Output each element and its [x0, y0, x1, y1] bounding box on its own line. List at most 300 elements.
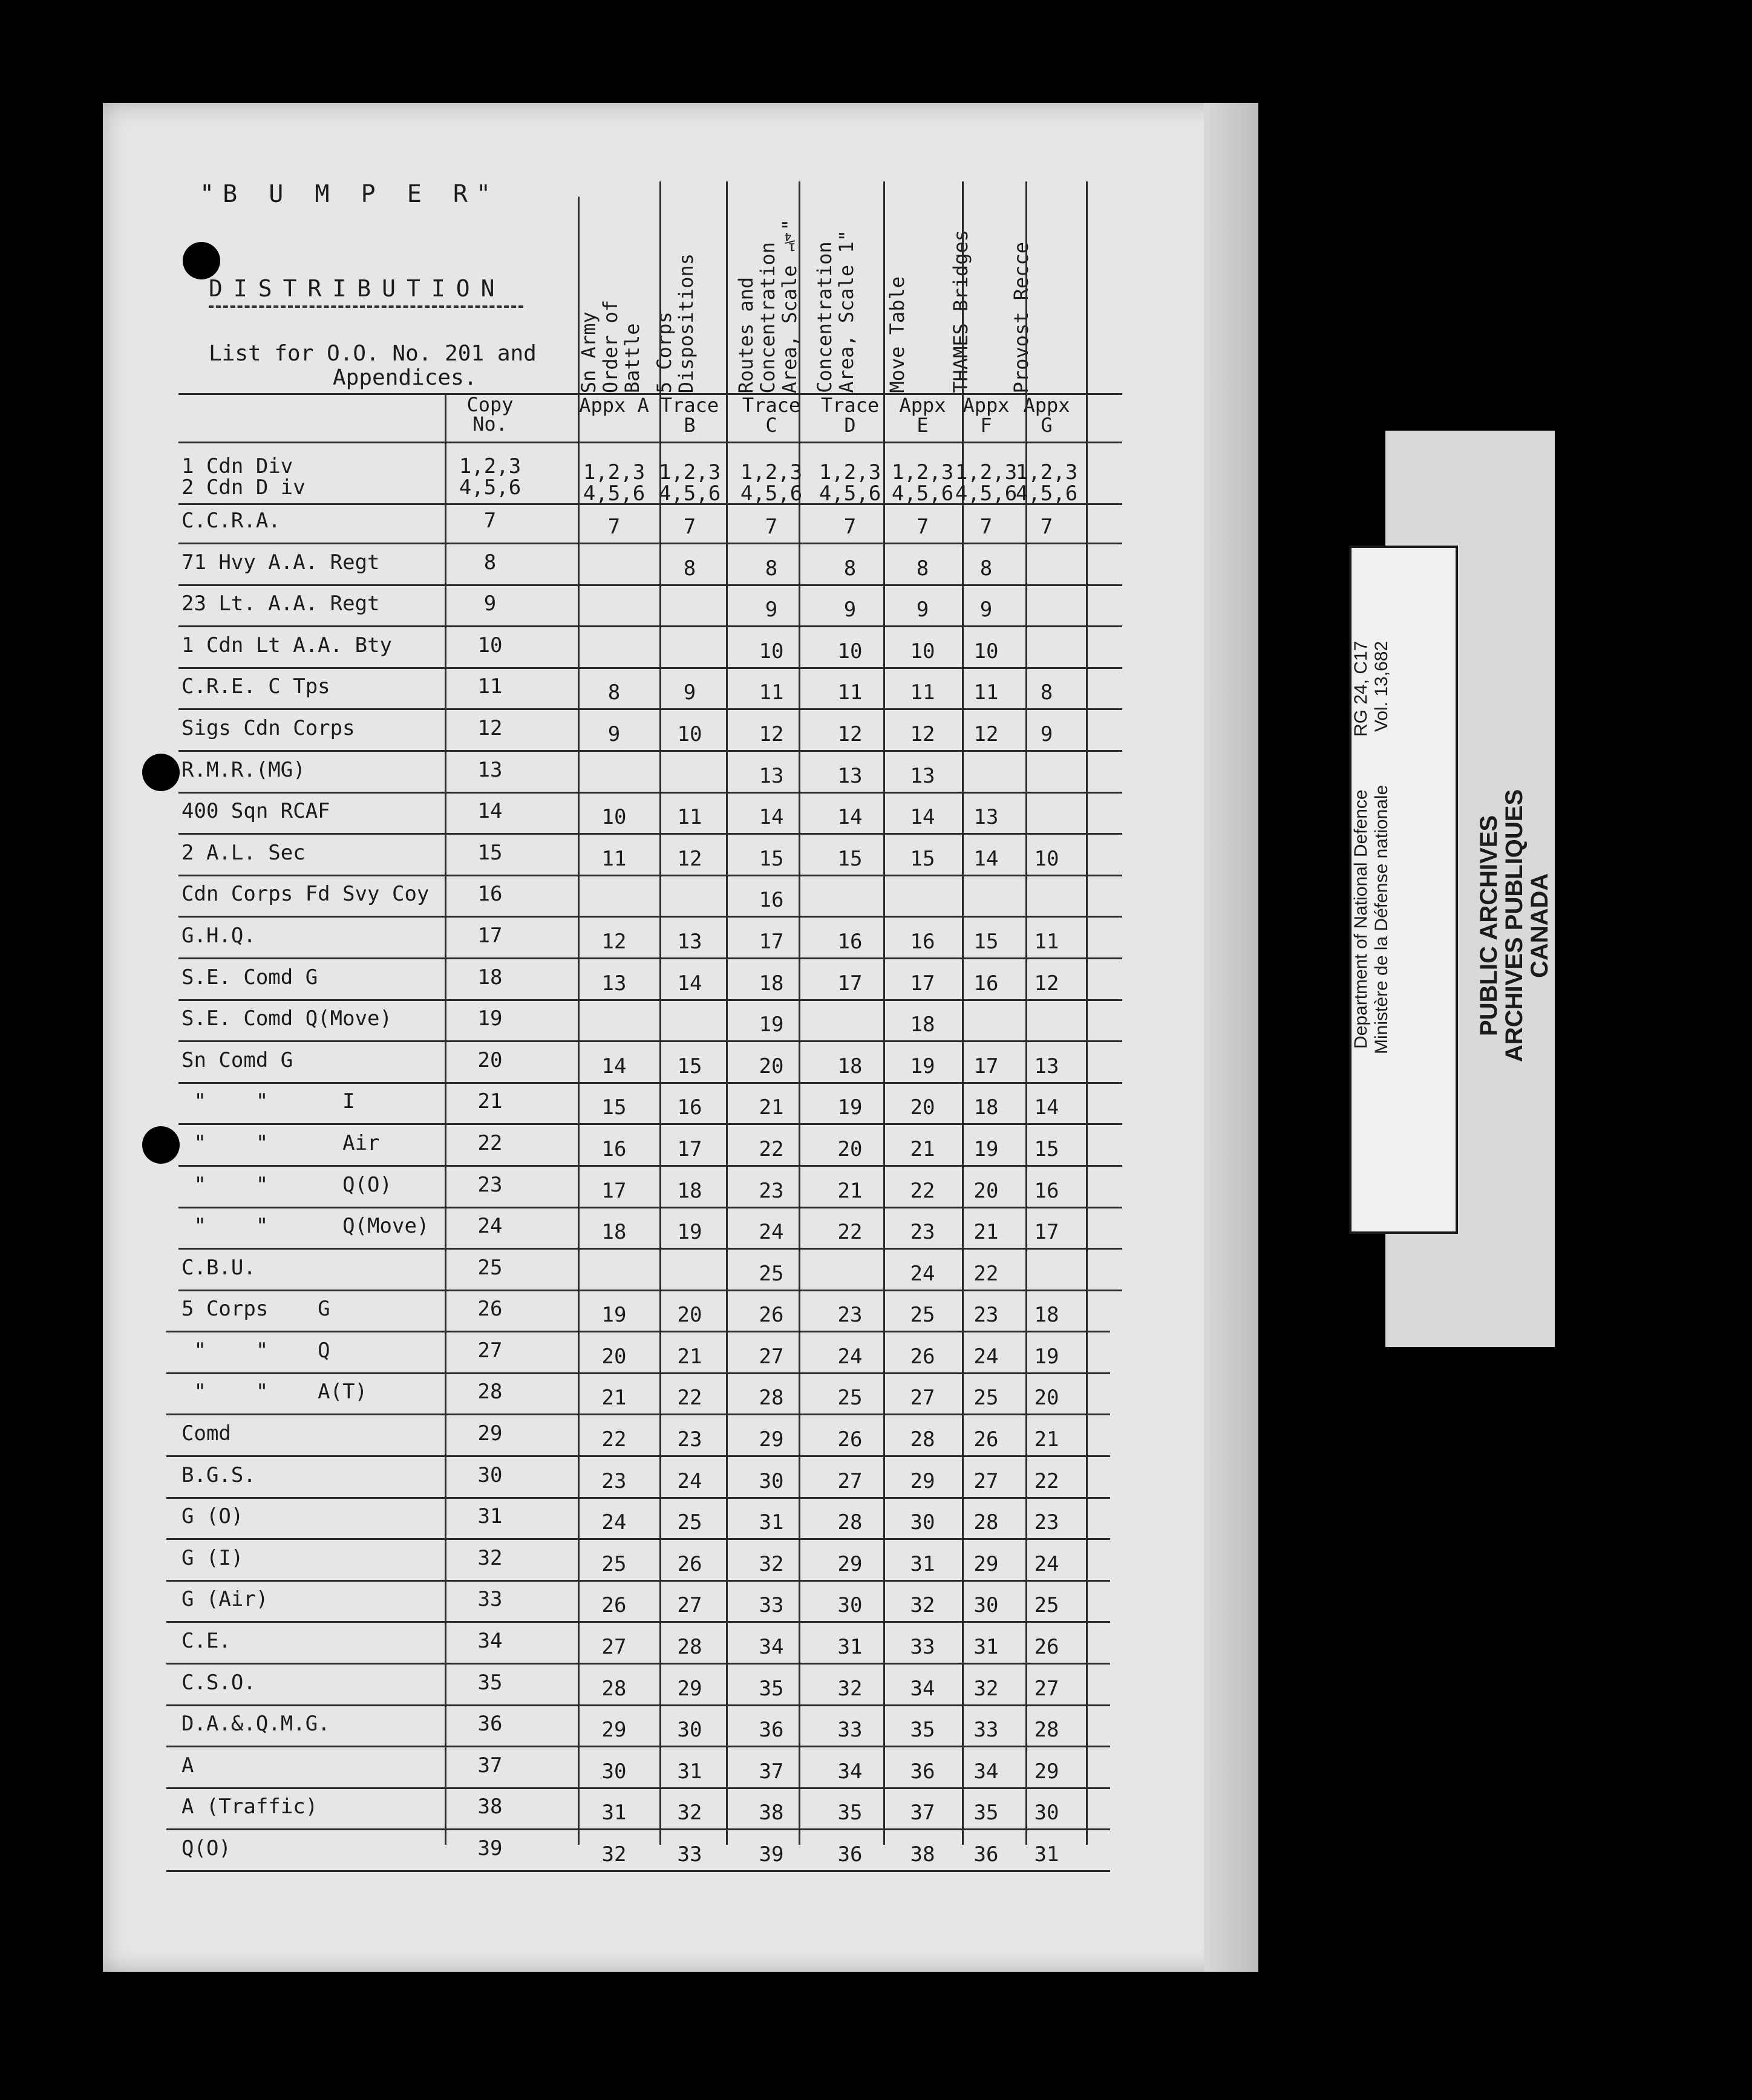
- column-subtitle: Appx: [1023, 394, 1070, 417]
- table-cell: 17: [759, 929, 784, 954]
- row-label: " " Q(Move): [181, 1214, 430, 1239]
- table-cell: 24: [1034, 1551, 1059, 1576]
- table-cell: 17: [677, 1136, 702, 1161]
- table-cell: 29: [1034, 1759, 1059, 1784]
- row-rule: [178, 750, 1122, 752]
- table-cell: 28: [677, 1635, 702, 1660]
- table-cell: 30: [759, 1469, 784, 1493]
- row-rule: [178, 1248, 1122, 1250]
- column-title: Sn Army Order of Battle: [577, 299, 644, 393]
- row-rule: [178, 1040, 1122, 1042]
- table-cell: 32: [677, 1801, 702, 1825]
- copy-number: 37: [477, 1753, 503, 1778]
- table-cell: 17: [910, 971, 935, 996]
- archive-reference: [1351, 641, 1453, 895]
- table-cell: 17: [973, 1054, 999, 1078]
- row-label: " " Q: [181, 1338, 330, 1363]
- table-cell: 9: [607, 722, 621, 746]
- row-rule: [178, 584, 1122, 586]
- row-rule: [166, 1746, 1110, 1747]
- table-cell: 34: [837, 1759, 863, 1784]
- table-cell: 36: [910, 1759, 935, 1784]
- column-subtitle: Appx: [963, 394, 1010, 417]
- table-cell: 30: [973, 1593, 999, 1618]
- table-cell: 8: [843, 556, 857, 581]
- table-cell: 14: [973, 846, 999, 871]
- copy-number: 29: [477, 1421, 503, 1446]
- archive-stamp-line2: ARCHIVES PUBLIQUES: [1501, 789, 1528, 1062]
- row-label: G (I): [181, 1545, 244, 1570]
- table-cell: 11: [759, 680, 784, 705]
- table-cell: 26: [677, 1551, 702, 1576]
- copy-number: 11: [477, 674, 503, 699]
- dept-french: Ministère de la Défense nationale: [1371, 784, 1391, 1054]
- table-cell: 8: [979, 556, 993, 581]
- table-cell: 9: [683, 680, 696, 705]
- copy-number: 25: [477, 1255, 503, 1280]
- table-cell: 29: [910, 1469, 935, 1493]
- table-cell: 25: [677, 1510, 702, 1535]
- table-cell: 25: [759, 1261, 784, 1286]
- table-cell: 21: [837, 1178, 863, 1203]
- row-rule: [178, 792, 1122, 794]
- row-rule: [166, 1704, 1110, 1706]
- copy-number: 34: [477, 1629, 503, 1654]
- row-label: 2 Cdn D iv: [181, 475, 306, 500]
- table-cell: 24: [973, 1344, 999, 1369]
- row-label: G.H.Q.: [181, 923, 256, 948]
- table-cell: 23: [910, 1220, 935, 1245]
- table-cell: 11: [1034, 929, 1059, 954]
- table-cell: 26: [1034, 1635, 1059, 1660]
- table-cell: 17: [601, 1178, 627, 1203]
- copy-number: 33: [477, 1587, 503, 1612]
- column-subtitle: Trace: [660, 394, 719, 417]
- row-rule: [178, 1165, 1122, 1167]
- row-label: " " A(T): [181, 1380, 368, 1404]
- table-cell: 37: [759, 1759, 784, 1784]
- table-cell: 9: [1040, 722, 1053, 746]
- table-cell: 11: [973, 680, 999, 705]
- copy-header: Copy: [466, 393, 514, 416]
- table-cell: 24: [677, 1469, 702, 1493]
- table-cell: 1,2,3: [740, 460, 803, 484]
- row-rule: [178, 833, 1122, 835]
- sheet-edge: [1204, 103, 1258, 1972]
- table-cell: 25: [910, 1303, 935, 1328]
- copy-number: 30: [477, 1462, 503, 1487]
- table-cell: 12: [759, 722, 784, 746]
- table-cell: 10: [837, 639, 863, 664]
- table-cell: 16: [973, 971, 999, 996]
- table-cell: 14: [601, 1054, 627, 1078]
- table-cell: 7: [765, 515, 778, 539]
- copy-header: No.: [472, 412, 508, 435]
- table-cell: 20: [677, 1303, 702, 1328]
- archive-stamp-line3: CANADA: [1526, 873, 1553, 978]
- table-cell: 19: [910, 1054, 935, 1078]
- column-subtitle-letter: C: [765, 414, 777, 437]
- table-cell: 12: [837, 722, 863, 746]
- table-cell: 27: [677, 1593, 702, 1618]
- column-title: Move Table: [886, 276, 909, 393]
- table-cell: 32: [973, 1676, 999, 1701]
- column-title: Concentration Area, Scale 1": [813, 230, 858, 393]
- copy-number: 8: [483, 550, 497, 575]
- copy-number: 31: [477, 1504, 503, 1529]
- copy-number: 38: [477, 1795, 503, 1819]
- table-cell: 7: [843, 515, 857, 539]
- table-cell: 8: [1040, 680, 1053, 705]
- table-cell: 4,5,6: [1015, 481, 1078, 506]
- table-cell: 29: [973, 1551, 999, 1576]
- copy-number: 26: [477, 1297, 503, 1322]
- table-cell: 7: [683, 515, 696, 539]
- table-cell: 23: [677, 1427, 702, 1452]
- row-label: S.E. Comd G: [181, 965, 318, 990]
- copy-number: 4,5,6: [459, 475, 521, 500]
- row-label: B.G.S.: [181, 1462, 256, 1487]
- archive-stamp-line1: PUBLIC ARCHIVES: [1476, 815, 1502, 1036]
- table-cell: 32: [837, 1676, 863, 1701]
- row-rule: [178, 1082, 1122, 1084]
- table-cell: 15: [677, 1054, 702, 1078]
- table-cell: 11: [910, 680, 935, 705]
- table-cell: 4,5,6: [955, 481, 1018, 506]
- row-rule: [178, 708, 1122, 710]
- table-cell: 12: [910, 722, 935, 746]
- row-label: " " Q(O): [181, 1172, 392, 1197]
- row-rule: [178, 1207, 1122, 1208]
- table-cell: 35: [759, 1676, 784, 1701]
- copy-number: 32: [477, 1545, 503, 1570]
- copy-number: 27: [477, 1338, 503, 1363]
- table-cell: 7: [607, 515, 621, 539]
- table-cell: 14: [1034, 1095, 1059, 1120]
- table-cell: 22: [910, 1178, 935, 1203]
- list-for-caption: [209, 342, 537, 390]
- column-title: Routes and Concentration Area, Scale ¼": [734, 218, 801, 393]
- table-cell: 26: [759, 1303, 784, 1328]
- table-cell: 12: [973, 722, 999, 746]
- table-cell: 31: [837, 1635, 863, 1660]
- table-cell: 19: [1034, 1344, 1059, 1369]
- table-cell: 27: [837, 1469, 863, 1493]
- table-cell: 15: [973, 929, 999, 954]
- table-cell: 30: [910, 1510, 935, 1535]
- row-label: 5 Corps G: [181, 1297, 330, 1322]
- table-cell: 35: [837, 1801, 863, 1825]
- table-cell: 14: [910, 805, 935, 830]
- row-label: 1 Cdn Div: [181, 454, 293, 478]
- table-cell: 25: [973, 1386, 999, 1410]
- table-cell: 29: [759, 1427, 784, 1452]
- table-cell: 27: [910, 1386, 935, 1410]
- table-cell: 29: [677, 1676, 702, 1701]
- table-cell: 13: [973, 805, 999, 830]
- table-cell: 37: [910, 1801, 935, 1825]
- table-cell: 34: [910, 1676, 935, 1701]
- punch-hole: [142, 754, 180, 791]
- row-label: C.C.R.A.: [181, 509, 281, 533]
- table-cell: 20: [1034, 1386, 1059, 1410]
- row-rule: [178, 916, 1122, 918]
- table-cell: 31: [759, 1510, 784, 1535]
- table-cell: 22: [601, 1427, 627, 1452]
- table-cell: 19: [759, 1012, 784, 1037]
- table-cell: 26: [973, 1427, 999, 1452]
- table-cell: 7: [1040, 515, 1053, 539]
- row-label: C.S.O.: [181, 1670, 256, 1695]
- column-subtitle: Trace: [820, 394, 880, 417]
- table-cell: 22: [1034, 1469, 1059, 1493]
- row-rule: [178, 1123, 1122, 1125]
- row-label: 71 Hvy A.A. Regt: [181, 550, 380, 575]
- row-rule: [178, 543, 1122, 544]
- table-cell: 19: [601, 1303, 627, 1328]
- row-rule: [178, 875, 1122, 876]
- row-label: C.B.U.: [181, 1255, 256, 1280]
- table-cell: 18: [1034, 1303, 1059, 1328]
- table-cell: 39: [759, 1842, 784, 1867]
- table-cell: 29: [837, 1551, 863, 1576]
- table-cell: 10: [601, 805, 627, 830]
- punch-hole: [183, 242, 220, 279]
- table-cell: 31: [910, 1551, 935, 1576]
- copy-number: 9: [483, 592, 497, 616]
- table-cell: 24: [837, 1344, 863, 1369]
- table-cell: 4,5,6: [891, 481, 954, 506]
- list-for-line2: Appendices.: [333, 365, 477, 390]
- table-cell: 21: [601, 1386, 627, 1410]
- table-cell: 13: [677, 929, 702, 954]
- table-cell: 20: [601, 1344, 627, 1369]
- row-label: 2 A.L. Sec: [181, 840, 306, 865]
- table-cell: 11: [677, 805, 702, 830]
- table-cell: 23: [759, 1178, 784, 1203]
- distribution-title: DISTRIBUTION: [209, 275, 506, 302]
- table-cell: 7: [916, 515, 929, 539]
- table-cell: 30: [601, 1759, 627, 1784]
- table-cell: 28: [837, 1510, 863, 1535]
- table-cell: 9: [916, 598, 929, 622]
- table-cell: 31: [677, 1759, 702, 1784]
- table-cell: 36: [973, 1842, 999, 1867]
- table-cell: 4,5,6: [658, 481, 721, 506]
- copy-number: 19: [477, 1006, 503, 1031]
- column-subtitle-letter: E: [917, 414, 929, 437]
- copy-number: 7: [483, 509, 497, 533]
- copy-number: 24: [477, 1214, 503, 1239]
- row-label: " " Air: [181, 1130, 380, 1155]
- table-cell: 9: [765, 598, 778, 622]
- row-label: Comd: [181, 1421, 231, 1446]
- row-rule: [178, 999, 1122, 1001]
- table-cell: 25: [837, 1386, 863, 1410]
- table-cell: 9: [979, 598, 993, 622]
- table-cell: 16: [1034, 1178, 1059, 1203]
- table-cell: 31: [601, 1801, 627, 1825]
- table-cell: 33: [973, 1718, 999, 1743]
- copy-number: 12: [477, 716, 503, 740]
- copy-number: 15: [477, 840, 503, 865]
- row-label: D.A.&.Q.M.G.: [181, 1712, 330, 1736]
- table-cell: 34: [973, 1759, 999, 1784]
- row-label: Cdn Corps Fd Svy Coy: [181, 882, 430, 907]
- table-cell: 16: [910, 929, 935, 954]
- table-cell: 21: [1034, 1427, 1059, 1452]
- archive-rg: RG 24, C17: [1351, 641, 1371, 737]
- table-cell: 4,5,6: [740, 481, 803, 506]
- row-label: 400 Sqn RCAF: [181, 799, 330, 824]
- table-cell: 26: [837, 1427, 863, 1452]
- table-cell: 28: [910, 1427, 935, 1452]
- table-cell: 27: [973, 1469, 999, 1493]
- table-cell: 24: [759, 1220, 784, 1245]
- punch-hole: [142, 1126, 180, 1164]
- table-cell: 24: [910, 1261, 935, 1286]
- table-cell: 20: [759, 1054, 784, 1078]
- table-cell: 19: [837, 1095, 863, 1120]
- table-cell: 31: [973, 1635, 999, 1660]
- row-rule: [166, 1497, 1110, 1499]
- table-cell: 30: [1034, 1801, 1059, 1825]
- copy-number: 22: [477, 1130, 503, 1155]
- table-cell: 17: [837, 971, 863, 996]
- table-cell: 32: [601, 1842, 627, 1867]
- row-label: R.M.R.(MG): [181, 757, 306, 782]
- table-cell: 13: [1034, 1054, 1059, 1078]
- column-title: THAMES Bridges: [949, 230, 972, 393]
- table-cell: 14: [837, 805, 863, 830]
- table-cell: 15: [759, 846, 784, 871]
- table-cell: 19: [677, 1220, 702, 1245]
- copy-number: 16: [477, 882, 503, 907]
- table-cell: 14: [759, 805, 784, 830]
- table-cell: 4,5,6: [583, 481, 646, 506]
- column-subtitle: Appx A: [579, 394, 649, 417]
- table-cell: 10: [759, 639, 784, 664]
- table-cell: 18: [837, 1054, 863, 1078]
- copy-number: 17: [477, 923, 503, 948]
- table-cell: 31: [1034, 1842, 1059, 1867]
- document-header: "B U M P E R": [200, 180, 500, 208]
- copy-number: 10: [477, 633, 503, 657]
- table-cell: 33: [910, 1635, 935, 1660]
- row-rule: [166, 1538, 1110, 1540]
- header-rule: [178, 442, 1122, 443]
- column-title: Provost Recce: [1010, 241, 1033, 393]
- table-cell: 22: [837, 1220, 863, 1245]
- table-cell: 28: [973, 1510, 999, 1535]
- table-cell: 28: [601, 1676, 627, 1701]
- copy-number: 35: [477, 1670, 503, 1695]
- table-cell: 32: [910, 1593, 935, 1618]
- table-cell: 16: [759, 888, 784, 913]
- row-rule: [178, 503, 1122, 505]
- column-title: 5 Corps Dispositions: [653, 253, 698, 393]
- table-cell: 15: [910, 846, 935, 871]
- row-label: Sn Comd G: [181, 1048, 293, 1072]
- table-cell: 10: [677, 722, 702, 746]
- archive-stamp: [1476, 714, 1553, 1137]
- copy-number: 14: [477, 799, 503, 824]
- table-cell: 25: [1034, 1593, 1059, 1618]
- column-subtitle-letter: B: [684, 414, 696, 437]
- table-cell: 35: [910, 1718, 935, 1743]
- table-cell: 23: [973, 1303, 999, 1328]
- row-rule: [166, 1828, 1110, 1830]
- table-cell: 27: [759, 1344, 784, 1369]
- table-cell: 20: [837, 1136, 863, 1161]
- table-cell: 15: [1034, 1136, 1059, 1161]
- header-rule: [178, 393, 1122, 395]
- table-cell: 13: [910, 763, 935, 788]
- table-cell: 15: [837, 846, 863, 871]
- row-label: C.R.E. C Tps: [181, 674, 330, 699]
- row-rule: [166, 1580, 1110, 1582]
- table-cell: 20: [973, 1178, 999, 1203]
- table-cell: 18: [677, 1178, 702, 1203]
- table-cell: 10: [910, 639, 935, 664]
- list-for-line1: List for O.O. No. 201 and: [209, 341, 537, 366]
- row-label: A (Traffic): [181, 1795, 318, 1819]
- table-cell: 16: [601, 1136, 627, 1161]
- row-label: C.E.: [181, 1629, 231, 1654]
- copy-number: 18: [477, 965, 503, 990]
- table-cell: 13: [837, 763, 863, 788]
- table-cell: 1,2,3: [583, 460, 646, 484]
- table-cell: 23: [1034, 1510, 1059, 1535]
- table-cell: 38: [910, 1842, 935, 1867]
- table-cell: 8: [765, 556, 778, 581]
- row-rule: [166, 1787, 1110, 1789]
- table-cell: 11: [601, 846, 627, 871]
- row-rule: [178, 957, 1122, 959]
- table-cell: 18: [910, 1012, 935, 1037]
- table-cell: 11: [837, 680, 863, 705]
- column-divider: [445, 393, 446, 1845]
- table-cell: 8: [683, 556, 696, 581]
- copy-number: 1,2,3: [459, 454, 521, 478]
- table-cell: 7: [979, 515, 993, 539]
- archive-vol: Vol. 13,682: [1371, 641, 1391, 732]
- row-label: S.E. Comd Q(Move): [181, 1006, 392, 1031]
- table-cell: 33: [677, 1842, 702, 1867]
- row-rule: [178, 667, 1122, 669]
- table-cell: 9: [843, 598, 857, 622]
- table-cell: 38: [759, 1801, 784, 1825]
- table-cell: 20: [910, 1095, 935, 1120]
- row-rule: [166, 1621, 1110, 1623]
- row-label: Sigs Cdn Corps: [181, 716, 355, 740]
- row-label: 23 Lt. A.A. Regt: [181, 592, 380, 616]
- copy-number: 23: [477, 1172, 503, 1197]
- table-cell: 26: [910, 1344, 935, 1369]
- table-cell: 24: [601, 1510, 627, 1535]
- table-cell: 27: [601, 1635, 627, 1660]
- table-cell: 13: [601, 971, 627, 996]
- dept-english: Department of National Defence: [1351, 789, 1371, 1049]
- row-rule: [166, 1870, 1110, 1872]
- copy-number: 39: [477, 1836, 503, 1860]
- table-cell: 33: [759, 1593, 784, 1618]
- table-cell: 10: [973, 639, 999, 664]
- row-rule: [178, 1290, 1122, 1291]
- table-cell: 29: [601, 1718, 627, 1743]
- table-cell: 19: [973, 1136, 999, 1161]
- row-label: " " I: [181, 1089, 355, 1114]
